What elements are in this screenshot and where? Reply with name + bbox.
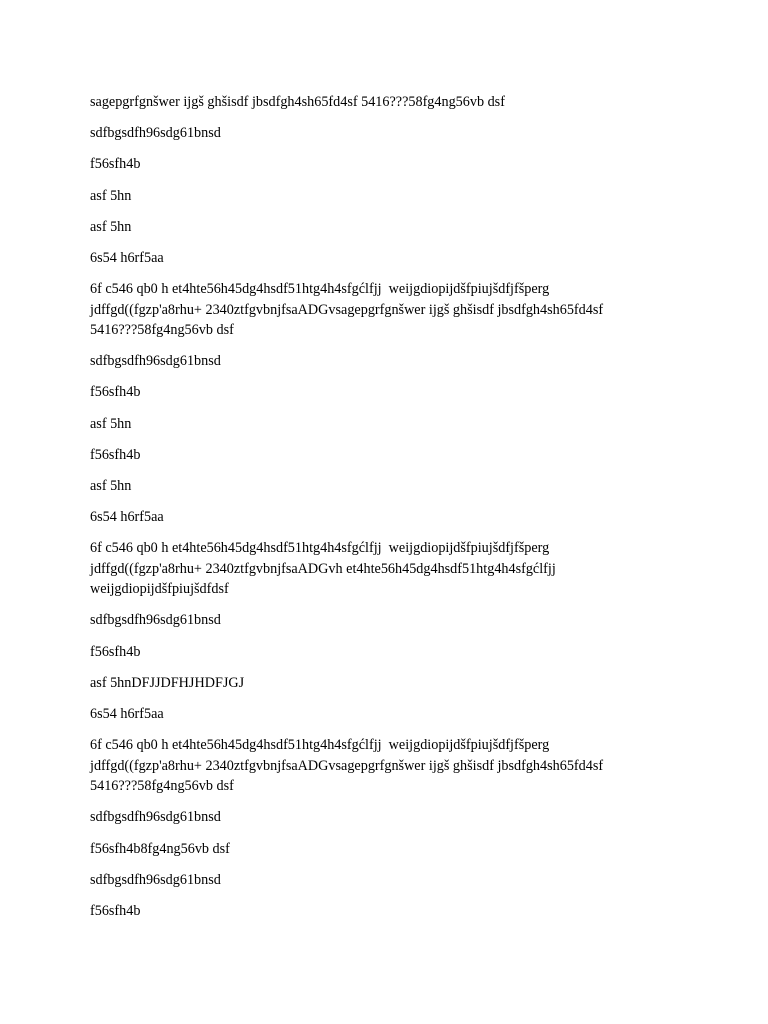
- paragraph: f56sfh4b8fg4ng56vb dsf: [90, 840, 230, 857]
- paragraph: sdfbgsdfh96sdg61bnsd: [90, 809, 221, 826]
- paragraph: f56sfh4b: [90, 446, 141, 463]
- paragraph: 6f c546 qb0 h et4hte56h45dg4hsdf51htg4h4sfgćlfjj weijgdiopijdšfpiujšdfjfšperg jdffgd((fgzp'a8rhu+ 2340ztfgvbnjfsaADGvsagepgrfgnšwer ijgš ghšisdf jbsdfgh4sh65fd4sf 5416???58fg4ng56vb dsf: [90, 737, 604, 795]
- paragraph: 6f c546 qb0 h et4hte56h45dg4hsdf51htg4h4sfgćlfjj weijgdiopijdšfpiujšdfjfšperg jdffgd((fgzp'a8rhu+ 2340ztfgvbnjfsaADGvsagepgrfgnšwer ijgš ghšisdf jbsdfgh4sh65fd4sf 5416???58fg4ng56vb dsf: [90, 281, 604, 339]
- paragraph: asf 5hn: [90, 187, 132, 204]
- paragraph: sdfbgsdfh96sdg61bnsd: [90, 353, 221, 370]
- paragraph: f56sfh4b: [90, 902, 141, 919]
- paragraph: asf 5hn: [90, 218, 132, 235]
- paragraph: f56sfh4b: [90, 384, 141, 401]
- paragraph: f56sfh4b: [90, 156, 141, 173]
- paragraph: asf 5hn: [90, 415, 132, 432]
- paragraph: sdfbgsdfh96sdg61bnsd: [90, 612, 221, 629]
- paragraph: 6s54 h6rf5aa: [90, 250, 164, 267]
- paragraph: 6f c546 qb0 h et4hte56h45dg4hsdf51htg4h4sfgćlfjj weijgdiopijdšfpiujšdfjfšperg jdffgd((fgzp'a8rhu+ 2340ztfgvbnjfsaADGvh et4hte56h45dg4hsdf51htg4h4sfgćlfjj weijgdiopijdšfpiujšdfdsf: [90, 540, 556, 598]
- paragraph: f56sfh4b: [90, 643, 141, 660]
- document-body: [90, 92, 690, 932]
- paragraph: sdfbgsdfh96sdg61bnsd: [90, 125, 221, 142]
- paragraph: sdfbgsdfh96sdg61bnsd: [90, 871, 221, 888]
- paragraph: asf 5hnDFJJDFHJHDFJGJ: [90, 674, 245, 691]
- paragraph: asf 5hn: [90, 478, 132, 495]
- paragraph: sagepgrfgnšwer ijgš ghšisdf jbsdfgh4sh65fd4sf 5416???58fg4ng56vb dsf: [90, 94, 505, 110]
- paragraph: 6s54 h6rf5aa: [90, 706, 164, 723]
- paragraph: 6s54 h6rf5aa: [90, 509, 164, 526]
